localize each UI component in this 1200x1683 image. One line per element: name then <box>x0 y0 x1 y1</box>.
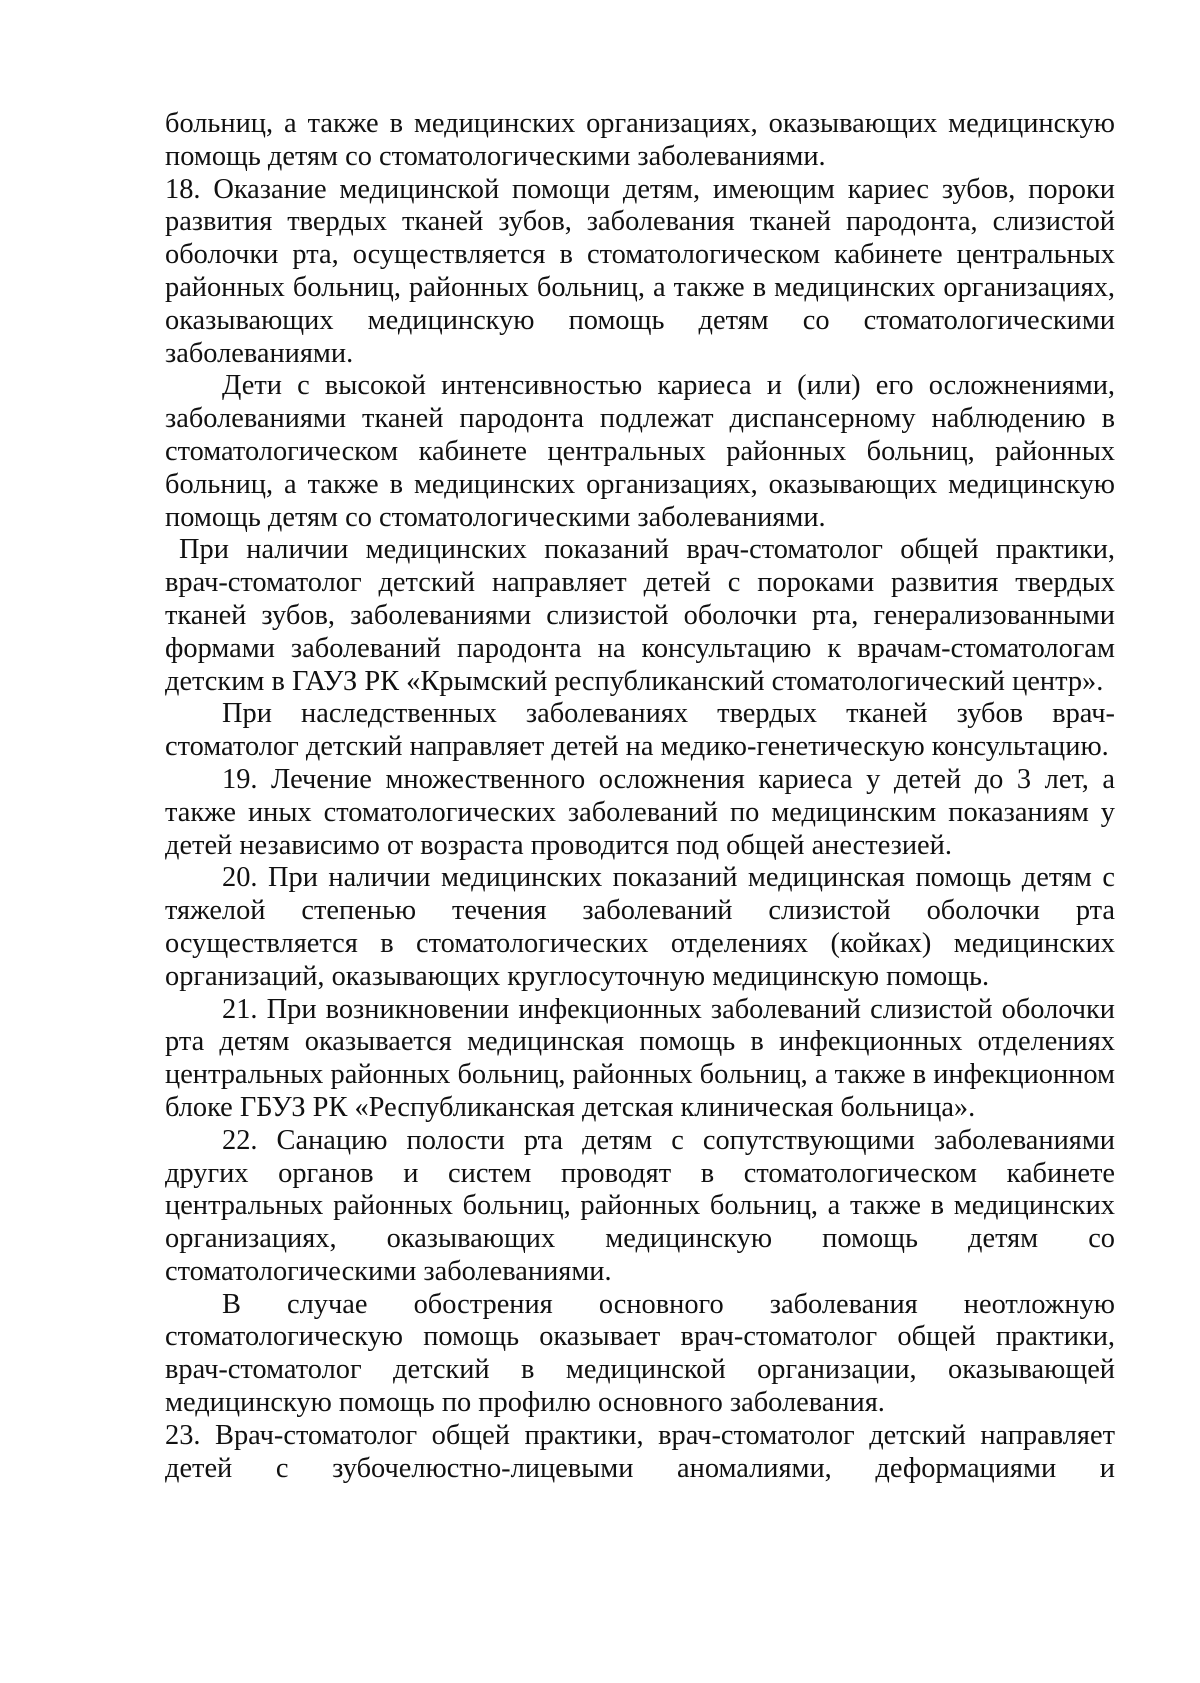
paragraph-item-19: 19. Лечение множественного осложнения кариеса у детей до 3 лет, а также иных стоматологических заболеваний по медицинским показаниям у детей независимо от возраста проводится под общей анестезией. <box>165 763 1115 861</box>
paragraph-consultation-referral: При наличии медицинских показаний врач-стоматолог общей практики, врач-стоматолог детский направляет детей с пороками развития твердых тканей зубов, заболеваниями слизистой оболочки рта, генерализованными формами заболеваний пародонта на консультацию к врачам-стоматологам детским в ГАУЗ РК «Крымский республиканский стоматологический центр». <box>165 534 1115 697</box>
paragraph-genetic-consultation: При наследственных заболеваниях твердых тканей зубов врач-стоматолог детский направляет детей на медико-генетическую консультацию. <box>165 698 1115 763</box>
paragraph-item-22: 22. Санацию полости рта детям с сопутствующими заболеваниями других органов и систем проводят в стоматологическом кабинете центральных районных больниц, районных больниц, а также в медицинских организациях, оказывающих медицинскую помощь детям со стоматологическими заболеваниями. <box>165 1124 1115 1287</box>
paragraph-continuation: больниц, а также в медицинских организациях, оказывающих медицинскую помощь детям со стоматологическими заболеваниями. <box>165 108 1115 172</box>
paragraph-emergency-care: В случае обострения основного заболевания неотложную стоматологическую помощь оказывает врач-стоматолог общей практики, врач-стоматолог детский в медицинской организации, оказывающей медицинскую помощь по профилю основного заболевания. <box>165 1288 1115 1419</box>
paragraph-item-21: 21. При возникновении инфекционных заболеваний слизистой оболочки рта детям оказывается медицинская помощь в инфекционных отделениях центральных районных больниц, районных больниц, а также в инфекционном блоке ГБУЗ РК «Республиканская детская клиническая больница». <box>165 993 1115 1123</box>
paragraph-item-23: 23. Врач-стоматолог общей практики, врач-стоматолог детский направляет детей с зубочелюстно-лицевыми аномалиями, деформациями и <box>165 1419 1115 1484</box>
document-body <box>165 108 1115 1485</box>
paragraph-item-20: 20. При наличии медицинских показаний медицинская помощь детям с тяжелой степенью течения заболеваний слизистой оболочки рта осуществляется в стоматологических отделениях (койках) медицинских организаций, оказывающих круглосуточную медицинскую помощь. <box>165 862 1115 992</box>
paragraph-item-18: 18. Оказание медицинской помощи детям, имеющим кариес зубов, пороки развития твердых тканей зубов, заболевания тканей пародонта, слизистой оболочки рта, осуществляется в стоматологическом кабинете центральных районных больниц, районных больниц, а также в медицинских организациях, оказывающих медицинскую помощь детям со стоматологическими заболеваниями. <box>165 173 1115 369</box>
paragraph-dispensary-observation: Дети с высокой интенсивностью кариеса и (или) его осложнениями, заболеваниями тканей пародонта подлежат диспансерному наблюдению в стоматологическом кабинете центральных районных больниц, районных больниц, а также в медицинских организациях, оказывающих медицинскую помощь детям со стоматологическими заболеваниями. <box>165 370 1115 533</box>
